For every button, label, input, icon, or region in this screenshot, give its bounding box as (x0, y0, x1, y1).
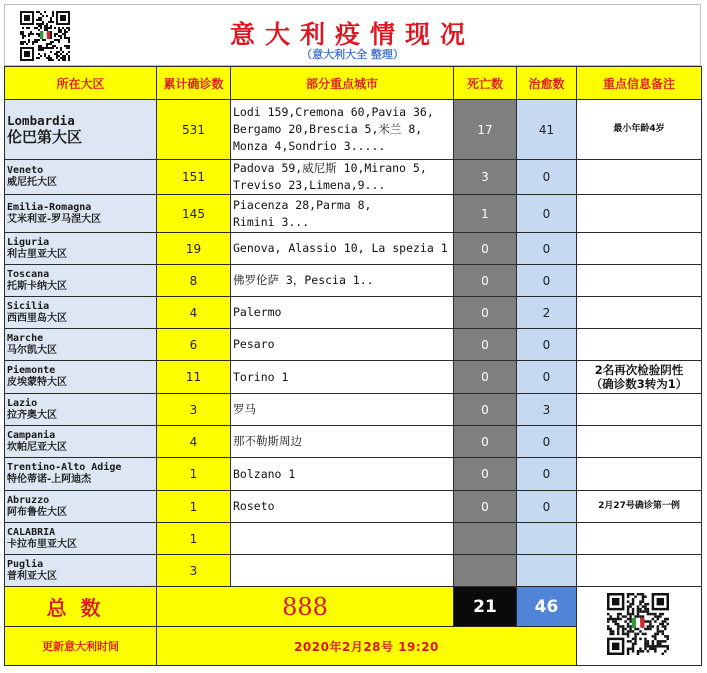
table-row (5, 160, 702, 195)
cities-cell: 那不勒斯周边 (231, 426, 454, 458)
cases-cell: 11 (157, 361, 231, 394)
region-name-en: Marche (7, 332, 44, 344)
notes-cell: 2名再次检验阴性 （确诊数3转为1） (577, 361, 702, 394)
cured-cell (517, 555, 577, 587)
region-name-cn: 艾米利亚-罗马涅大区 (7, 213, 102, 225)
total-cured: 46 (517, 587, 577, 627)
cities-cell: Genova, Alassio 10, La spezia 1 (231, 233, 454, 265)
update-label: 更新意大利时间 (5, 627, 157, 666)
cured-cell: 0 (517, 265, 577, 297)
cured-cell: 0 (517, 195, 577, 233)
notes-cell: 最小年龄4岁 (577, 100, 702, 160)
region-cell (5, 394, 157, 426)
total-label: 总数 (5, 587, 157, 627)
notes-cell (577, 329, 702, 361)
cured-cell: 0 (517, 160, 577, 195)
header-row (5, 67, 702, 100)
region-cell (5, 426, 157, 458)
cities-cell: Pesaro (231, 329, 454, 361)
table-row (5, 195, 702, 233)
table-row (5, 426, 702, 458)
cases-cell: 1 (157, 523, 231, 555)
qr-code-icon (607, 593, 669, 655)
region-name-cn: 皮埃蒙特大区 (7, 377, 67, 388)
cities-cell: Lodi 159,Cremona 60,Pavia 36, Bergamo 20,Brescia 5,米兰 8, Monza 4,Sondrio 3..... (231, 100, 454, 160)
region-name-en: Toscana (7, 268, 50, 280)
column-header: 所在大区 (5, 67, 157, 100)
cities-cell: Roseto (231, 491, 454, 523)
cities-cell: Piacenza 28,Parma 8, Rimini 3... (231, 195, 454, 233)
region-name-en: Piemonte (7, 365, 56, 376)
region-name-cn: 特伦蒂诺-上阿迪杰 (7, 474, 92, 485)
region-cell (5, 100, 157, 160)
cured-cell: 0 (517, 233, 577, 265)
region-name-cn: 利古里亚大区 (7, 248, 67, 260)
deaths-cell: 0 (454, 233, 517, 265)
deaths-cell: 17 (454, 100, 517, 160)
deaths-cell (454, 555, 517, 587)
total-deaths: 21 (454, 587, 517, 627)
cities-cell: Bolzano 1 (231, 458, 454, 491)
notes-cell (577, 458, 702, 491)
total-cases: 888 (157, 587, 454, 627)
qr-cell (577, 587, 702, 666)
table-row (5, 394, 702, 426)
cities-cell (231, 555, 454, 587)
region-name-en: Liguria (7, 236, 50, 248)
table-row (5, 297, 702, 329)
page-title: 意大利疫情现况 (229, 20, 475, 49)
region-name-cn: 阿布鲁佐大区 (7, 506, 67, 518)
deaths-cell (454, 523, 517, 555)
region-name-cn: 马尔凯大区 (7, 344, 57, 356)
cured-cell: 0 (517, 458, 577, 491)
column-header: 累计确诊数 (157, 67, 231, 100)
region-name-cn: 西西里岛大区 (7, 312, 67, 324)
region-cell (5, 329, 157, 361)
region-name-cn: 伦巴第大区 (7, 128, 83, 146)
cities-cell: 罗马 (231, 394, 454, 426)
table-row (5, 523, 702, 555)
table-row (5, 100, 702, 160)
cities-cell: Torino 1 (231, 361, 454, 394)
deaths-cell: 3 (454, 160, 517, 195)
cases-cell: 1 (157, 458, 231, 491)
notes-cell (577, 233, 702, 265)
total-row (5, 587, 702, 627)
region-name-en: Trentino-Alto Adige (7, 462, 122, 473)
table-row (5, 361, 702, 394)
deaths-cell: 1 (454, 195, 517, 233)
title-band (4, 4, 701, 66)
cities-cell: Padova 59,威尼斯 10,Mirano 5, Treviso 23,Limena,9... (231, 160, 454, 195)
region-name-en: Abruzzo (7, 494, 50, 506)
deaths-cell: 0 (454, 491, 517, 523)
deaths-cell: 0 (454, 297, 517, 329)
notes-cell (577, 523, 702, 555)
deaths-cell: 0 (454, 426, 517, 458)
cases-cell: 19 (157, 233, 231, 265)
table-row (5, 491, 702, 523)
column-header: 重点信息备注 (577, 67, 702, 100)
cases-table (4, 66, 702, 666)
table-row (5, 233, 702, 265)
column-header: 死亡数 (454, 67, 517, 100)
cases-cell: 1 (157, 491, 231, 523)
notes-cell (577, 160, 702, 195)
notes-cell (577, 297, 702, 329)
deaths-cell: 0 (454, 394, 517, 426)
cured-cell: 0 (517, 329, 577, 361)
region-name-en: CALABRIA (7, 526, 56, 538)
table-row (5, 458, 702, 491)
region-name-cn: 普利亚大区 (7, 570, 57, 582)
qr-code-icon (20, 11, 70, 61)
cases-cell: 531 (157, 100, 231, 160)
region-name-en: Campania (7, 429, 56, 441)
cured-cell: 0 (517, 491, 577, 523)
table-row (5, 555, 702, 587)
region-name-en: Emilia-Romagna (7, 201, 92, 213)
region-name-cn: 坎帕尼亚大区 (7, 441, 67, 453)
notes-cell (577, 394, 702, 426)
deaths-cell: 0 (454, 329, 517, 361)
cases-cell: 151 (157, 160, 231, 195)
deaths-cell: 0 (454, 458, 517, 491)
cured-cell: 0 (517, 426, 577, 458)
cured-cell: 2 (517, 297, 577, 329)
region-cell (5, 297, 157, 329)
sheet (4, 4, 701, 669)
region-name-cn: 拉齐奥大区 (7, 409, 57, 421)
update-time: 2020年2月28号 19:20 (157, 627, 577, 666)
notes-cell: 2月27号确诊第一例 (577, 491, 702, 523)
cities-cell (231, 523, 454, 555)
region-cell (5, 361, 157, 394)
cases-cell: 3 (157, 555, 231, 587)
region-name-en: Sicilia (7, 300, 50, 312)
region-cell (5, 265, 157, 297)
cities-cell: 佛罗伦萨 3，Pescia 1.. (231, 265, 454, 297)
notes-cell (577, 265, 702, 297)
region-name-en: Lazio (7, 397, 38, 409)
table-row (5, 265, 702, 297)
region-cell (5, 523, 157, 555)
region-cell (5, 491, 157, 523)
cases-cell: 3 (157, 394, 231, 426)
page-subtitle: （意大利大全 整理） (301, 48, 404, 61)
column-header: 部分重点城市 (231, 67, 454, 100)
cured-cell: 3 (517, 394, 577, 426)
region-name-en: Puglia (7, 558, 44, 570)
region-cell (5, 195, 157, 233)
cases-cell: 4 (157, 297, 231, 329)
deaths-cell: 0 (454, 265, 517, 297)
column-header: 治愈数 (517, 67, 577, 100)
region-name-cn: 托斯卡纳大区 (7, 280, 67, 292)
region-name-cn: 卡拉布里亚大区 (7, 538, 77, 550)
cities-cell: Palermo (231, 297, 454, 329)
cases-cell: 145 (157, 195, 231, 233)
cases-cell: 8 (157, 265, 231, 297)
cured-cell: 41 (517, 100, 577, 160)
region-cell (5, 458, 157, 491)
region-cell (5, 555, 157, 587)
notes-cell (577, 555, 702, 587)
notes-cell (577, 195, 702, 233)
cured-cell (517, 523, 577, 555)
region-cell (5, 160, 157, 195)
region-name-en: Lombardia (7, 113, 75, 128)
table-row (5, 329, 702, 361)
region-name-cn: 威尼托大区 (7, 177, 57, 188)
region-cell (5, 233, 157, 265)
cases-cell: 6 (157, 329, 231, 361)
notes-cell (577, 426, 702, 458)
deaths-cell: 0 (454, 361, 517, 394)
cases-cell: 4 (157, 426, 231, 458)
cured-cell: 0 (517, 361, 577, 394)
region-name-en: Veneto (7, 165, 44, 176)
